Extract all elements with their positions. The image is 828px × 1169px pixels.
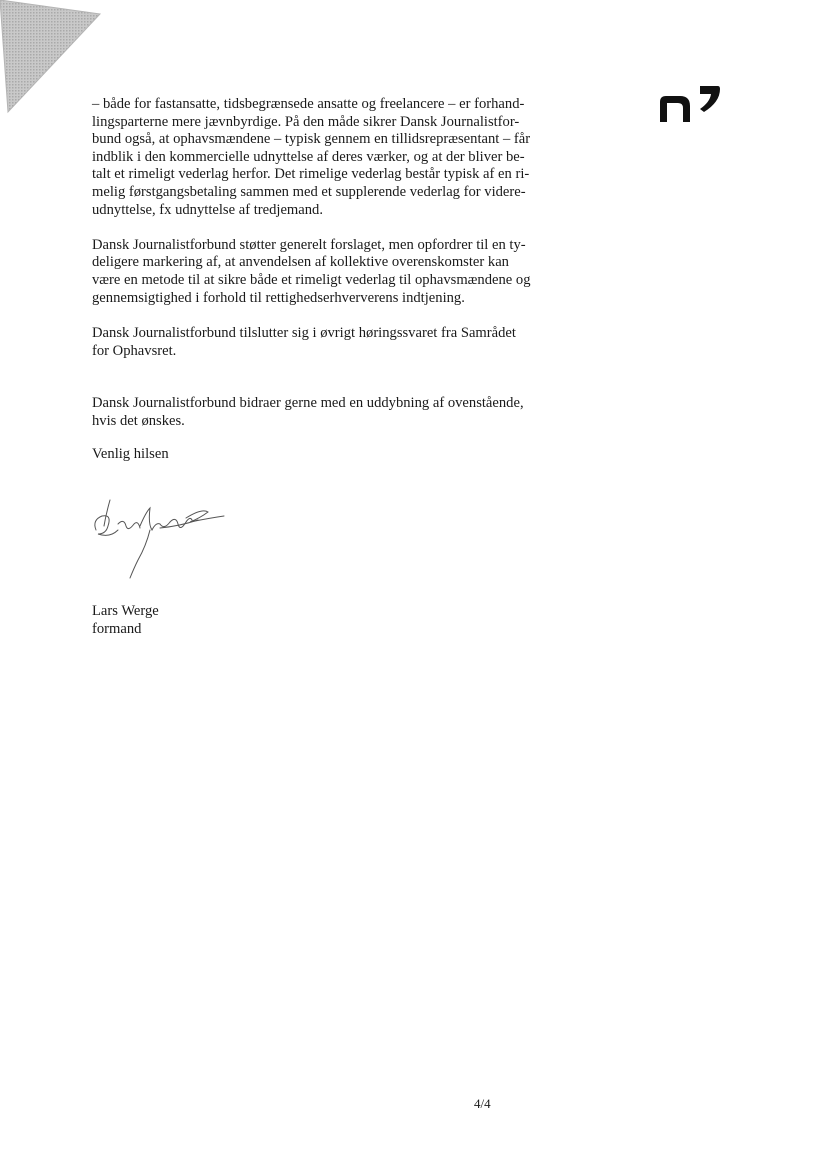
text-line: deligere markering af, at anvendelsen af kollektive overenskomster kan bbox=[92, 254, 509, 271]
text-line: lingsparterne mere jævnbyrdige. På den måde sikrer Dansk Journalistfor- bbox=[92, 113, 520, 130]
text-line: for Ophavsret. bbox=[92, 342, 177, 359]
text-line: melig førstgangsbetaling sammen med et supplerende vederlag for videre- bbox=[92, 183, 526, 200]
text-line: bund også, at ophavsmændene – typisk gennem en tillidsrepræsentant – får bbox=[92, 131, 531, 148]
text-line: hvis det ønskes. bbox=[92, 412, 185, 429]
text-line: Dansk Journalistforbund støtter generelt forslaget, men opfordrer til en ty- bbox=[92, 236, 526, 253]
journalistforbund-logo-icon bbox=[656, 82, 724, 126]
text-line: Dansk Journalistforbund bidraer gerne med en uddybning af ovenstående, bbox=[92, 395, 524, 412]
paragraph-offer bbox=[92, 395, 592, 430]
paragraph-support bbox=[92, 237, 592, 307]
page-number: 4/4 bbox=[474, 1096, 491, 1111]
letter-body bbox=[92, 96, 592, 448]
text-line: gennemsigtighed i forhold til rettighedserhververens indtjening. bbox=[92, 289, 465, 306]
text-line: Dansk Journalistforbund tilslutter sig i øvrigt høringssvaret fra Samrådet bbox=[92, 325, 516, 342]
text-line: være en metode til at sikre både et rimeligt vederlag til ophavsmændene og bbox=[92, 271, 531, 288]
closing-greeting: Venlig hilsen bbox=[92, 446, 169, 462]
signer-title: formand bbox=[92, 620, 142, 637]
paragraph-endorsement bbox=[92, 325, 592, 360]
text-line: – både for fastansatte, tidsbegrænsede ansatte og freelancere – er forhand- bbox=[92, 96, 525, 112]
text-line: indblik i den kommercielle udnyttelse af deres værker, og at der bliver be- bbox=[92, 148, 525, 165]
text-line: udnyttelse, fx udnyttelse af tredjemand. bbox=[92, 201, 323, 218]
signer-block bbox=[92, 603, 159, 638]
paragraph-collective-agreements bbox=[92, 96, 592, 219]
handwritten-signature bbox=[90, 494, 230, 584]
text-line: talt et rimeligt vederlag herfor. Det rimelige vederlag består typisk af en ri- bbox=[92, 166, 530, 183]
signer-name: Lars Werge bbox=[92, 603, 159, 619]
